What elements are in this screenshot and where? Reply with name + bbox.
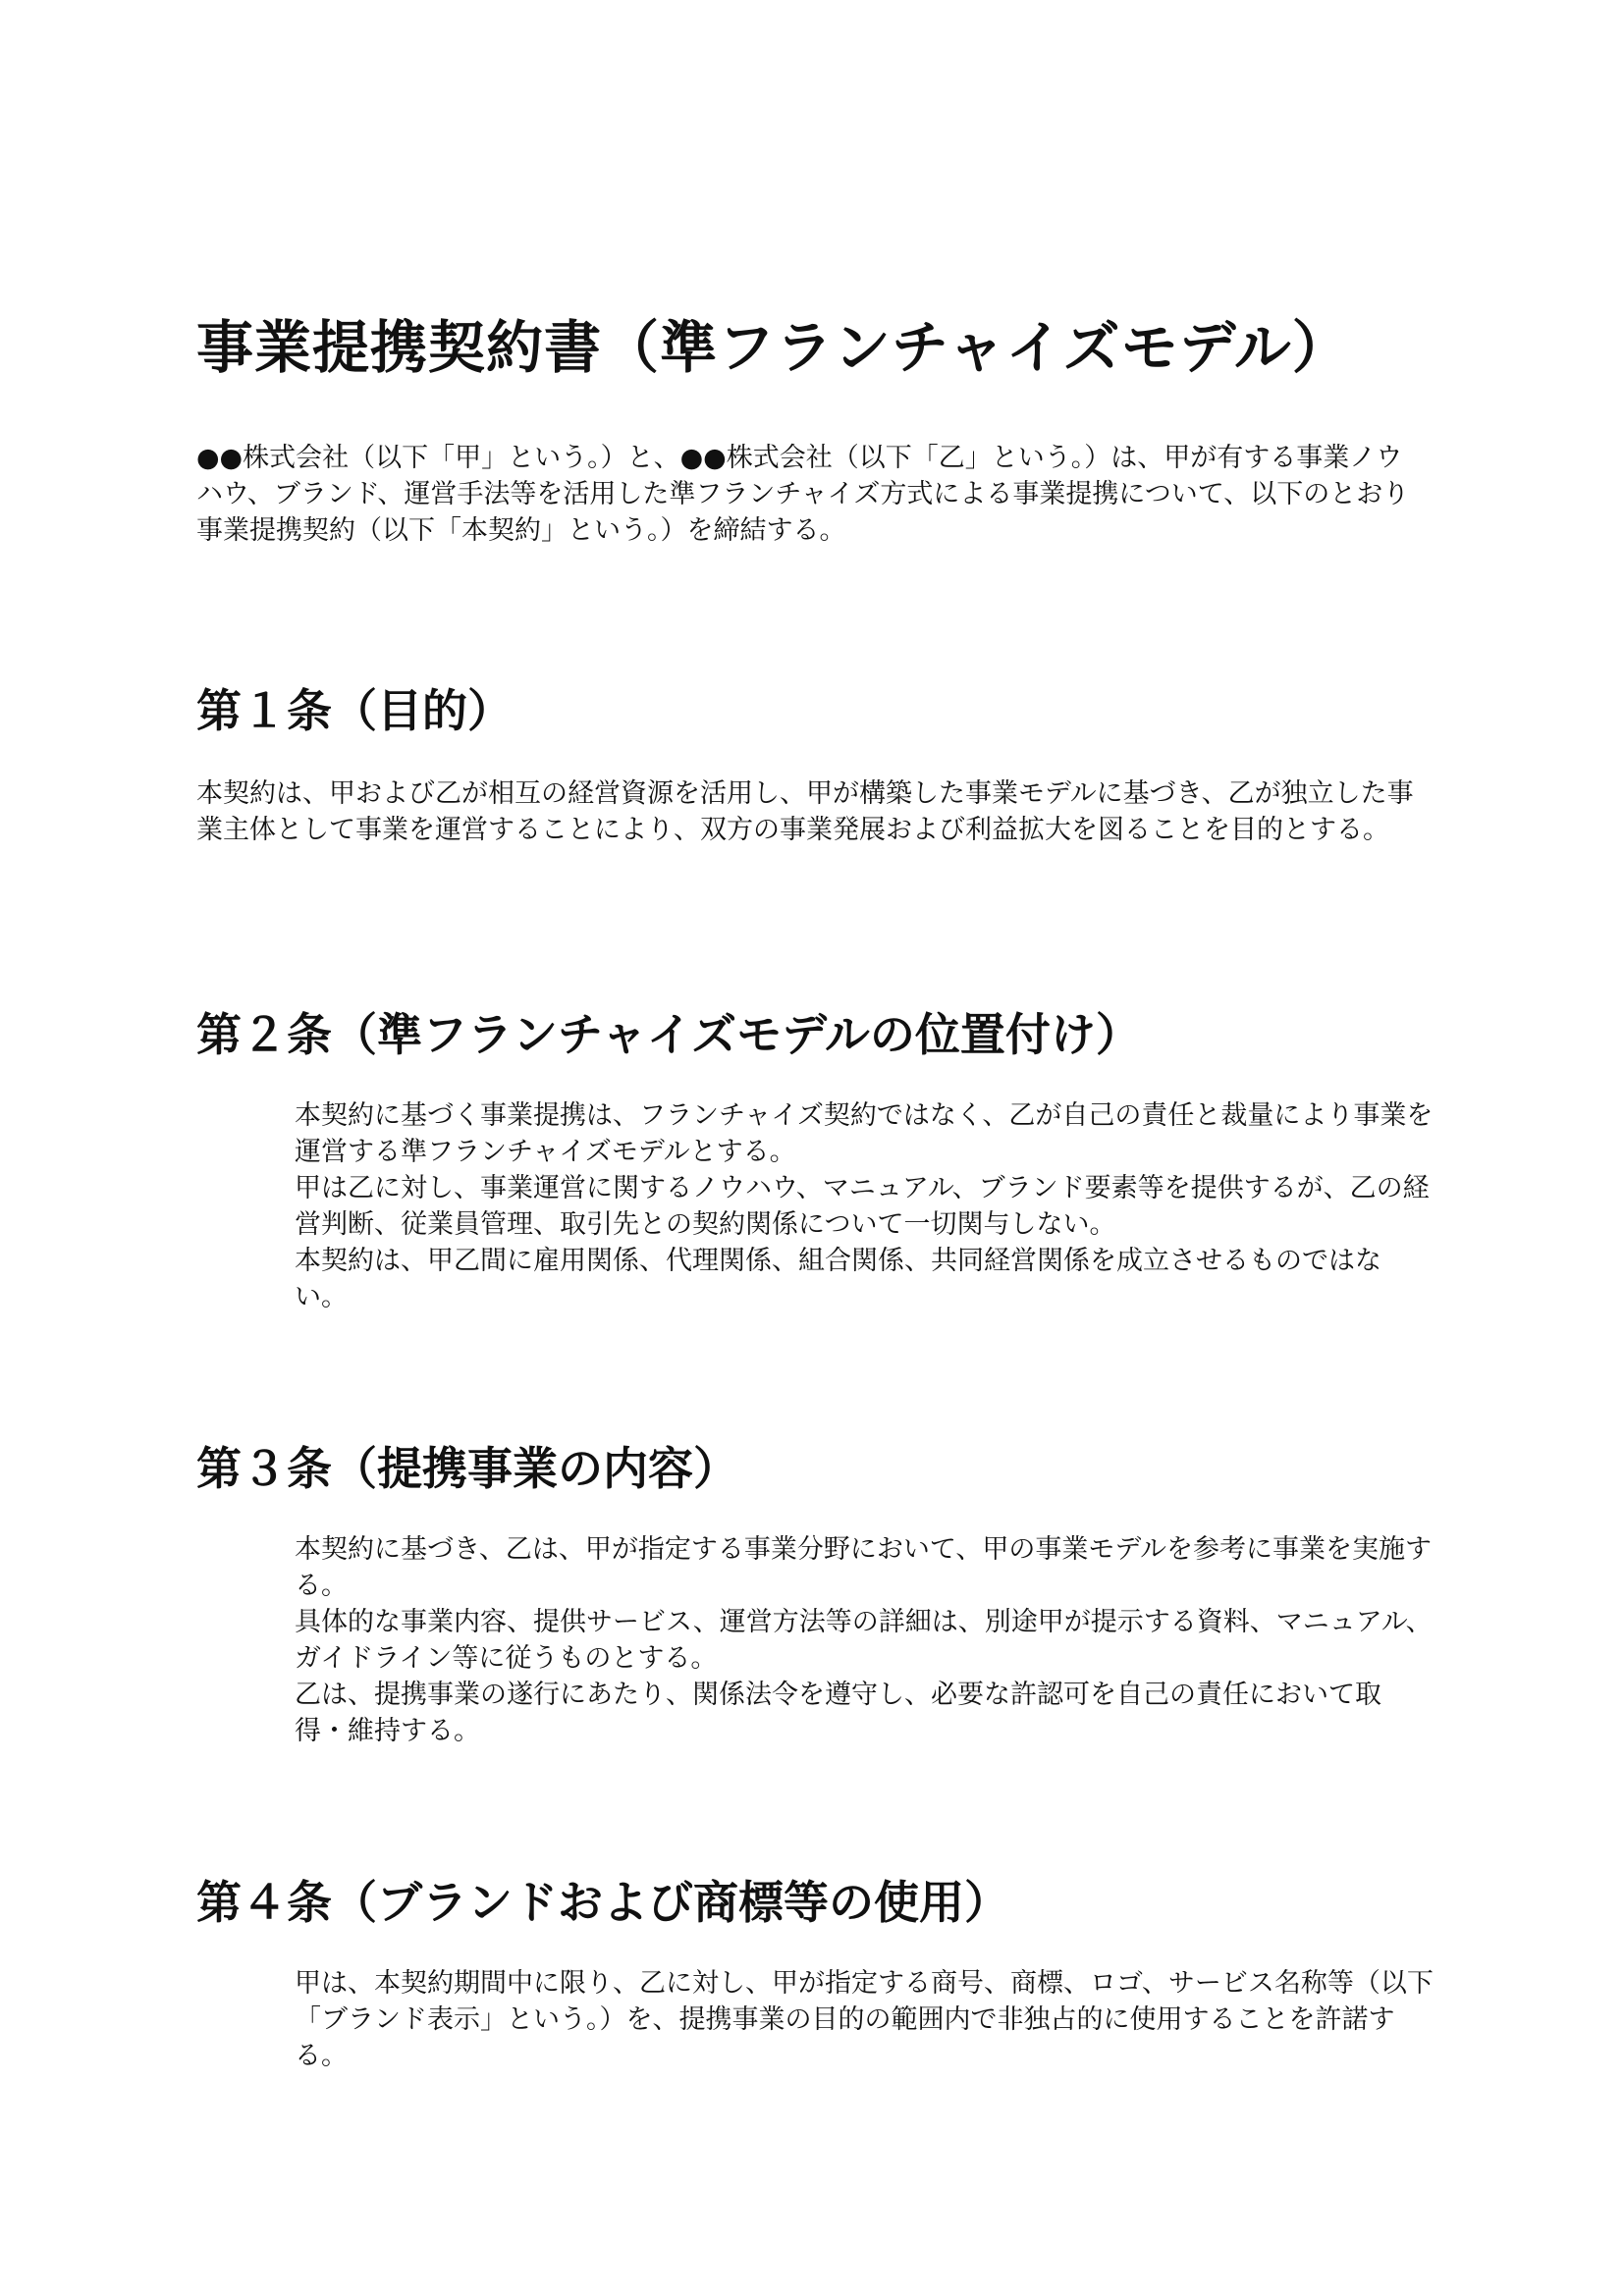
article-3-paragraph-1: 本契約に基づき、乙は、甲が指定する事業分野において、甲の事業モデルを参考に事業を実施する。 [295,1534,1433,1601]
article-1-paragraph-1: 本契約は、甲および乙が相互の経営資源を活用し、甲が構築した事業モデルに基づき、乙が独立した事業主体として事業を運営することにより、双方の事業発展および利益拡大を図ることを目的とする。 [196,778,1414,845]
article-3-heading: 第３条（提携事業の内容） [196,1442,738,1495]
article-2-paragraph-1: 本契約に基づく事業提携は、フランチャイズ契約ではなく、乙が自己の責任と裁量により事業を運営する準フランチャイズモデルとする。 [295,1100,1434,1167]
article-2-body [295,1097,1434,1315]
article-1-heading: 第１条（目的） [196,684,513,737]
article-3 [196,1433,1434,1749]
article-2-paragraph-3: 本契約は、甲乙間に雇用関係、代理関係、組合関係、共同経営関係を成立させるものではない。 [295,1246,1381,1312]
intro-paragraph: ●●株式会社（以下「甲」という。）と、●●株式会社（以下「乙」という。）は、甲が有する事業ノウハウ、ブランド、運営手法等を活用した準フランチャイズ方式による事業提携について、以下のとおり事業提携契約（以下「本契約」という。）を締結する。 [196,443,1410,546]
article-1 [196,675,1434,848]
document-title: 事業提携契約書（準フランチャイズモデル） [196,313,1350,381]
article-2-heading: 第２条（準フランチャイズモデルの位置付け） [196,1008,1141,1061]
article-1-body [196,775,1424,848]
article-2 [196,999,1434,1315]
article-3-paragraph-3: 乙は、提携事業の遂行にあたり、関係法令を遵守し、必要な許認可を自己の責任において取得・維持する。 [295,1680,1381,1746]
article-3-paragraph-2: 具体的な事業内容、提供サービス、運営方法等の詳細は、別途甲が提示する資料、マニュアル、ガイドライン等に従うものとする。 [295,1607,1433,1674]
article-4-body [295,1965,1434,2074]
article-2-paragraph-2: 甲は乙に対し、事業運営に関するノウハウ、マニュアル、ブランド要素等を提供するが、乙の経営判断、従業員管理、取引先との契約関係について一切関与しない。 [295,1173,1430,1240]
article-4 [196,1867,1434,2074]
article-3-body [295,1531,1434,1749]
article-4-paragraph-1: 甲は、本契約期間中に限り、乙に対し、甲が指定する商号、商標、ロゴ、サービス名称等（以下「ブランド表示」という。）を、提携事業の目的の範囲内で非独占的に使用することを許諾する。 [295,1968,1434,2071]
article-4-heading: 第４条（ブランドおよび商標等の使用） [196,1876,1009,1929]
